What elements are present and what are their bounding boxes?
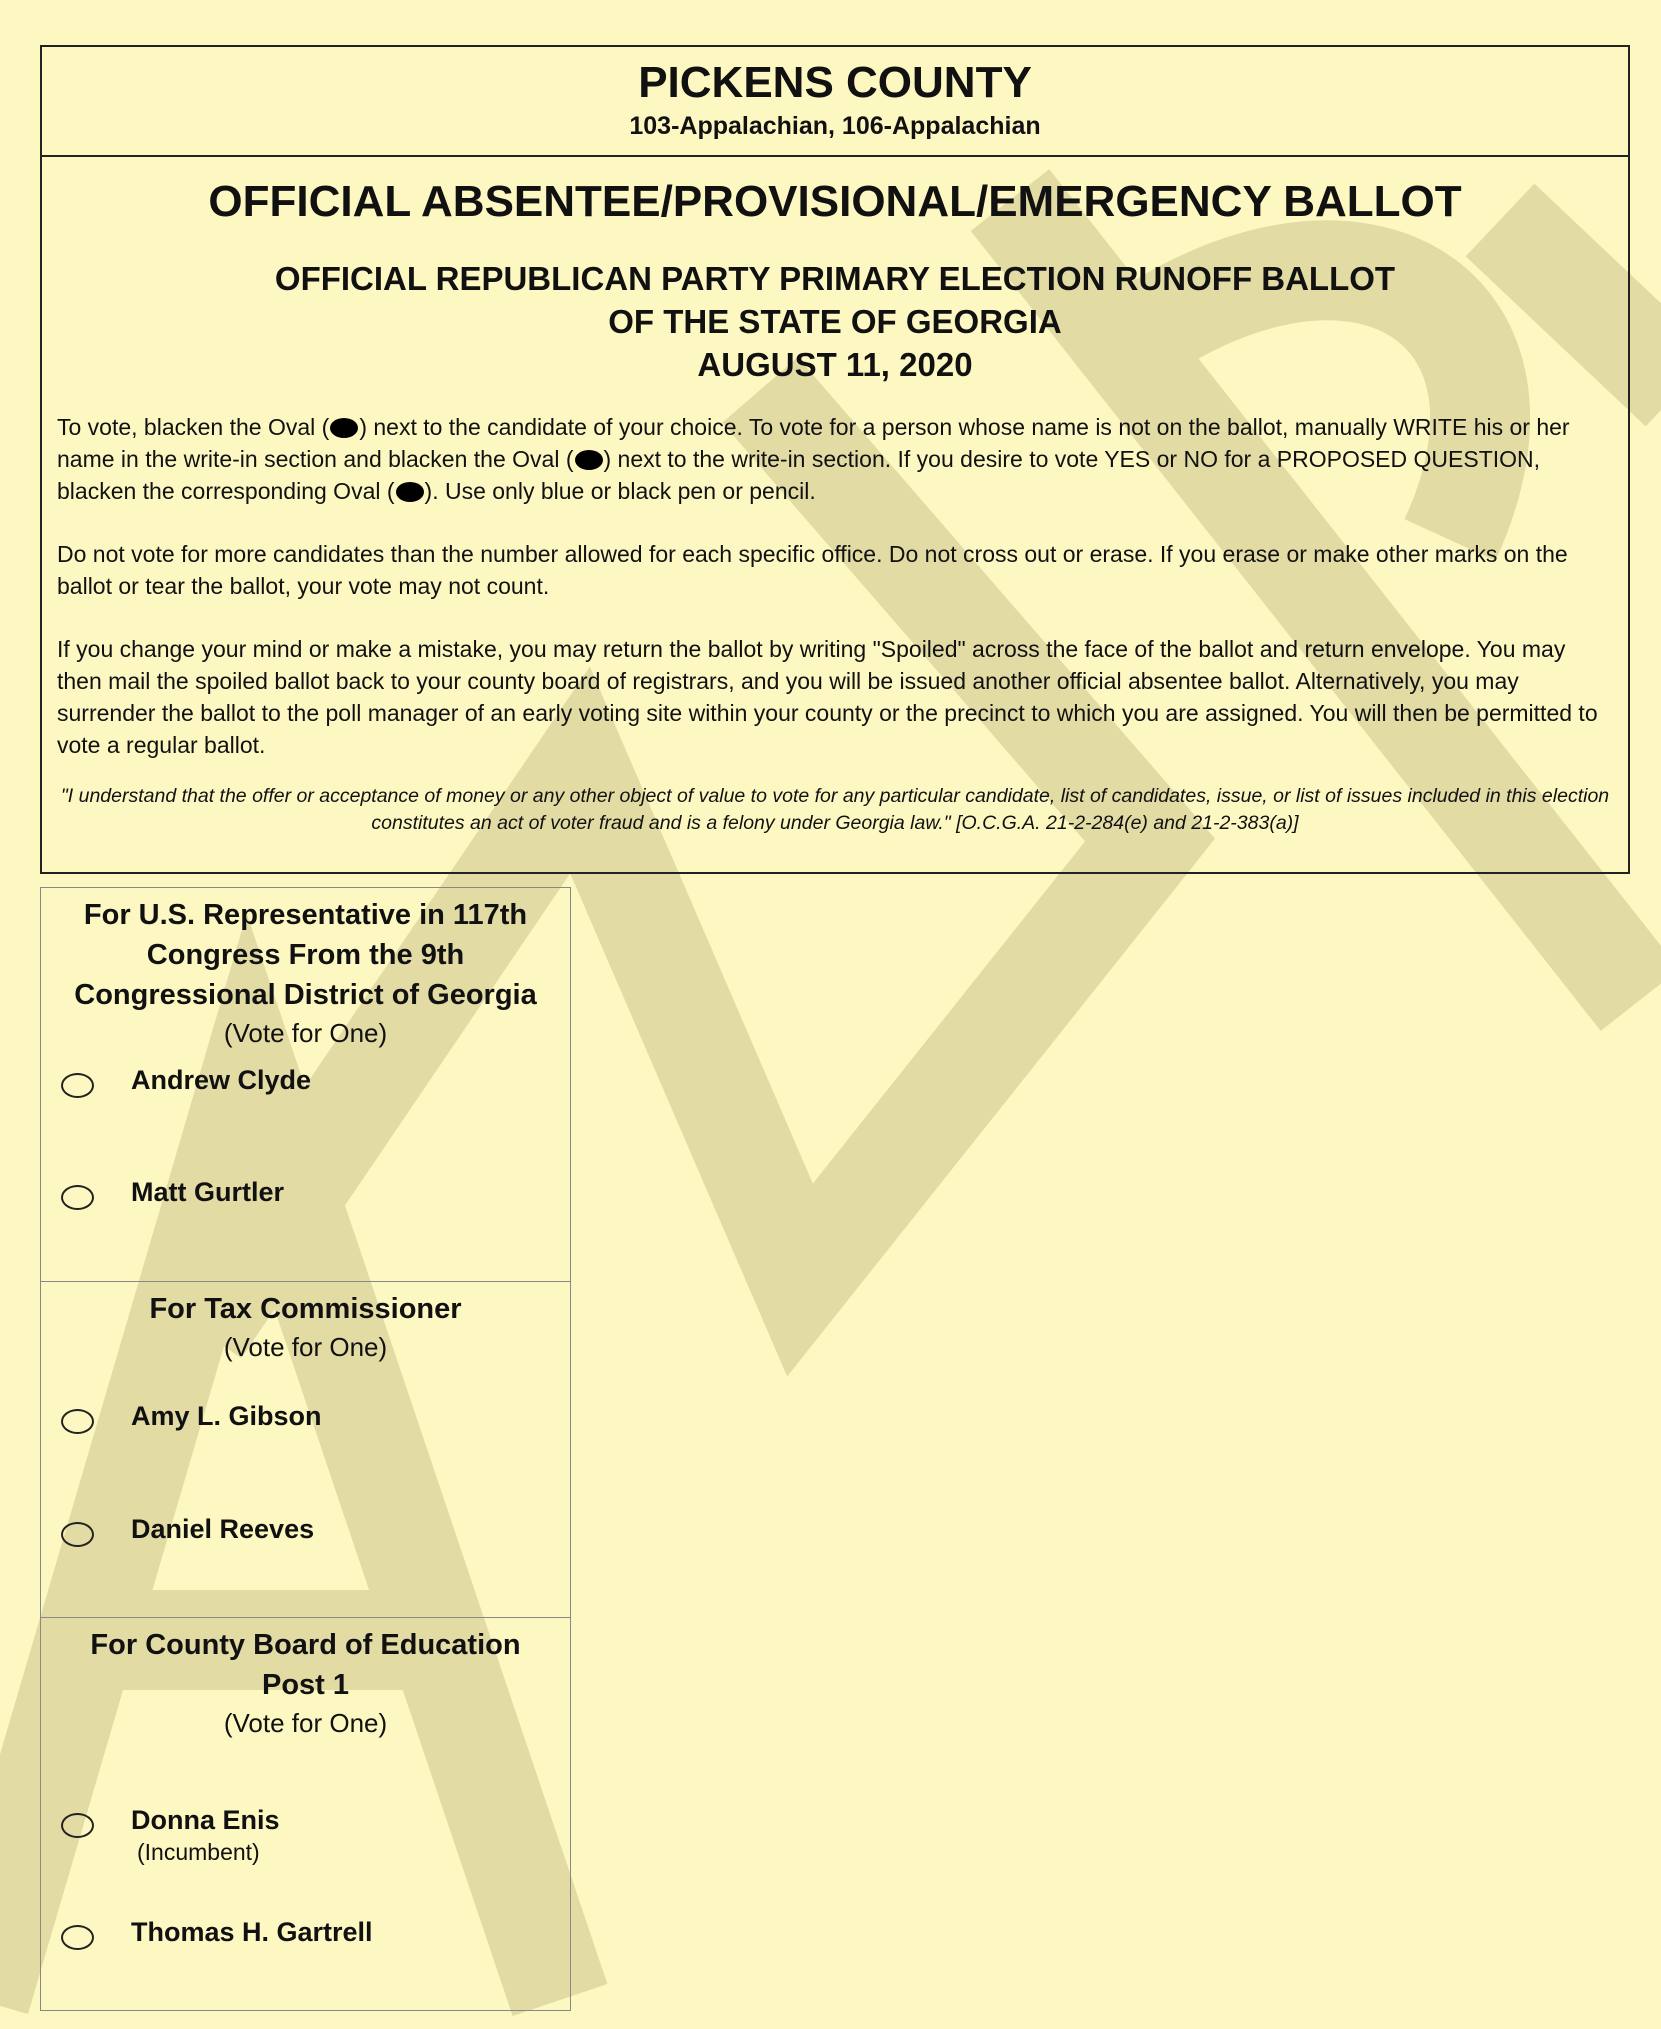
party-election-title — [42, 257, 1628, 386]
vote-for-label: (Vote for One) — [223, 1708, 388, 1738]
contest-us-representative — [40, 887, 571, 1282]
incumbent-label: (Incumbent) — [137, 1839, 260, 1865]
candidate-name: Andrew Clyde — [131, 1065, 312, 1095]
contest-tax-commissioner — [40, 1282, 571, 1618]
voting-instructions — [42, 411, 1628, 761]
party-title-line-1: OFFICIAL REPUBLICAN PARTY PRIMARY ELECTION RUNOFF BALLOT — [274, 260, 1396, 297]
contest-title-line: For Tax Commissioner — [149, 1293, 462, 1325]
instruction-paragraph-2: Do not vote for more candidates than the number allowed for each specific office. Do not cross out or erase. If you erase or make other marks on the ballot or tear the ballot, your vote may not count. — [57, 541, 1568, 599]
filled-oval-icon — [330, 418, 358, 438]
empty-oval-icon[interactable] — [61, 1813, 94, 1838]
empty-oval-icon[interactable] — [61, 1925, 94, 1950]
filled-oval-icon — [575, 450, 603, 470]
empty-oval-icon[interactable] — [61, 1073, 94, 1098]
ballot-header — [40, 45, 1630, 874]
instruction-text: To vote, blacken the Oval ( — [57, 414, 330, 440]
precinct-list: 103-Appalachian, 106-Appalachian — [629, 112, 1041, 140]
voter-fraud-notice: "I understand that the offer or acceptance of money or any other object of value to vote for any particular candidate, list of candidates, issue, or list of issues included in this election constitutes an act of voter fraud and is a felony under Georgia law." [O.C.G.A. 21-2-284(e) and 21-2-383(a)] — [60, 785, 1610, 834]
ballot-type-title: OFFICIAL ABSENTEE/PROVISIONAL/EMERGENCY BALLOT — [208, 177, 1462, 226]
contest-board-of-education — [40, 1618, 571, 2011]
instruction-text: ). Use only blue or black pen or pencil. — [424, 478, 816, 504]
vote-for-label: (Vote for One) — [223, 1018, 388, 1048]
contest-title — [41, 1618, 570, 1705]
county-name: PICKENS COUNTY — [638, 58, 1032, 107]
contest-title-line: For U.S. Representative in 117th — [83, 899, 528, 931]
party-title-line-2: OF THE STATE OF GEORGIA — [608, 303, 1062, 340]
vote-for-label: (Vote for One) — [223, 1332, 388, 1362]
empty-oval-icon[interactable] — [61, 1522, 94, 1547]
candidate-name: Thomas H. Gartrell — [131, 1917, 373, 1947]
instruction-text: ) next to the candidate of your choice. To vote for a person whose name is not on the ballot, manually WRITE his or her name in the write-in section and blacken the Oval ( — [57, 414, 1570, 472]
contest-title-line: Congress From the 9th — [146, 939, 465, 971]
empty-oval-icon[interactable] — [61, 1409, 94, 1434]
county-section — [42, 47, 1628, 157]
instruction-text: ) next to the write-in section. If you desire to vote YES or NO for a PROPOSED QUESTION, blacken the corresponding Oval ( — [57, 446, 1541, 504]
candidate-name: Amy L. Gibson — [131, 1401, 322, 1431]
candidate-name: Matt Gurtler — [131, 1177, 285, 1207]
candidate-name: Daniel Reeves — [131, 1514, 315, 1544]
contest-title-line: Post 1 — [261, 1669, 350, 1701]
empty-oval-icon[interactable] — [61, 1185, 94, 1210]
contest-title — [41, 888, 570, 1015]
filled-oval-icon — [396, 482, 424, 502]
instruction-paragraph-3: If you change your mind or make a mistake, you may return the ballot by writing "Spoiled" across the face of the ballot and return envelope. You may then mail the spoiled ballot back to your county board of registrars, and you will be issued another official absentee ballot. Alternatively, you may surrender the ballot to the poll manager of an early voting site within your county or the precinct to which you are assigned. You will then be permitted to vote a regular ballot. — [57, 636, 1598, 758]
election-date: AUGUST 11, 2020 — [697, 346, 973, 383]
contest-title-line: For County Board of Education — [90, 1629, 521, 1661]
candidate-name: Donna Enis — [131, 1805, 280, 1835]
contest-title — [41, 1282, 570, 1329]
instruction-paragraph-1 — [57, 411, 1613, 507]
contest-column — [40, 887, 571, 2011]
contest-title-line: Congressional District of Georgia — [74, 979, 537, 1011]
